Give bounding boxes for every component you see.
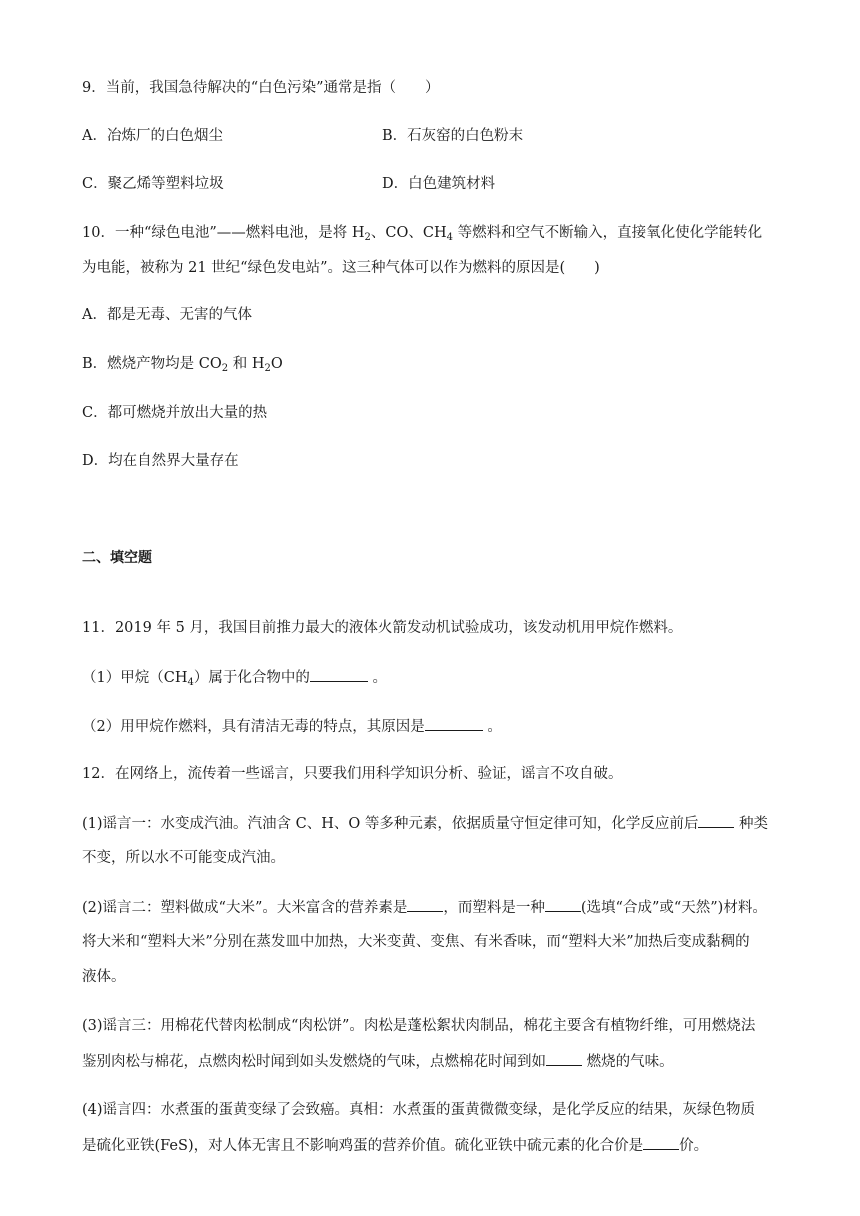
subscript: 2 [364,232,371,243]
q12-rumor2-line1 [82,897,767,918]
q12-text: (2)谣言二：塑料做成“大米”。大米富含的营养素是 [82,900,408,916]
q10-option-d: D．均在自然界大量存在 [82,453,239,469]
q12-text: (1)谣言一：水变成汽油。汽油含 C、H、O 等多种元素，依据质量守恒定律可知，化学反应前后 [82,816,699,832]
q12-text: 鉴别肉松与棉花，点燃肉松时闻到如头发燃烧的气味，点燃棉花时闻到如 [82,1054,546,1070]
q12-text: ，而塑料是一种 [443,900,545,916]
q12-text: 燃烧的气味。 [582,1054,674,1070]
q9-option-d: D．白色建筑材料 [382,176,496,192]
q12-rumor3-line2 [82,1051,674,1072]
answer-blank[interactable] [643,1135,679,1150]
q10-stem-line1 [82,223,762,243]
subscript: 2 [264,363,271,374]
q12-text: 价。 [679,1138,709,1154]
q12-text: (选填“合成”或“天然”)材料。 [580,900,767,916]
q10-stem-part: 等燃料和空气不断输入，直接氧化使化学能转化 [453,225,763,241]
answer-blank[interactable] [545,897,581,912]
q10-stem-part: 10．一种“绿色电池”——燃料电池，是将 H [82,225,365,241]
q10-option-c: C．都可燃烧并放出大量的热 [82,405,268,421]
answer-blank[interactable] [698,813,734,828]
q12-rumor1-line2: 不变，所以水不可能变成汽油。 [82,850,285,866]
answer-blank[interactable] [407,897,443,912]
q9-option-a: A．冶炼厂的白色烟尘 [82,128,223,144]
q11-part2 [82,716,502,737]
subscript: 4 [187,677,194,688]
subscript: 4 [446,232,454,243]
q9-option-c: C．聚乙烯等塑料垃圾 [82,176,224,192]
q11-part1-text: 。 [367,670,387,686]
q12-stem: 12．在网络上，流传着一些谣言，只要我们用科学知识分析、验证，谣言不攻自破。 [82,766,623,782]
q11-part1-text: （1）甲烷（CH [82,670,188,686]
answer-blank[interactable] [425,716,483,731]
q10-option-b-part: 和 H [228,356,265,372]
q10-option-b-part: B．燃烧产物均是 CO [82,356,222,372]
q10-option-a: A．都是无毒、无害的气体 [82,307,252,323]
q12-rumor1-line1 [82,813,768,834]
q11-stem: 11．2019 年 5 月，我国目前推力最大的液体火箭发动机试验成功，该发动机用甲烷作燃料。 [82,620,683,636]
q12-rumor2-line3: 液体。 [82,969,126,985]
q12-rumor2-line2: 将大米和“塑料大米”分别在蒸发皿中加热，大米变黄、变焦、有米香味，而“塑料大米”加热后变成黏稠的 [82,934,750,950]
answer-blank[interactable] [546,1051,582,1066]
q10-option-b-part: O [270,356,283,372]
q11-part1 [82,667,387,688]
section-title: 二、填空题 [82,550,152,566]
q12-rumor4-line2 [82,1135,708,1156]
q11-part1-text: ）属于化合物中的 [193,670,310,686]
q11-part2-text: 。 [482,719,502,735]
q12-text: 种类 [734,816,768,832]
q10-stem-part: 、CO、CH [370,225,447,241]
subscript: 2 [221,363,229,374]
q9-stem: 9．当前，我国急待解决的“白色污染”通常是指（ ） [82,80,440,96]
q10-stem-line2: 为电能，被称为 21 世纪“绿色发电站”。这三种气体可以作为燃料的原因是( ) [82,260,600,276]
answer-blank[interactable] [310,667,368,682]
q12-rumor3-line1: (3)谣言三：用棉花代替肉松制成“肉松饼”。肉松是蓬松絮状肉制品，棉花主要含有植物纤维，可用燃烧法 [82,1018,756,1034]
q11-part2-text: （2）用甲烷作燃料，具有清洁无毒的特点，其原因是 [82,719,425,735]
q12-rumor4-line1: (4)谣言四：水煮蛋的蛋黄变绿了会致癌。真相：水煮蛋的蛋黄微微变绿，是化学反应的结果，灰绿色物质 [82,1102,756,1118]
q9-option-b: B．石灰窑的白色粉末 [382,128,524,144]
q10-option-b [82,354,283,374]
q12-text: 是硫化亚铁(FeS)，对人体无害且不影响鸡蛋的营养价值。硫化亚铁中硫元素的化合价是 [82,1138,644,1154]
